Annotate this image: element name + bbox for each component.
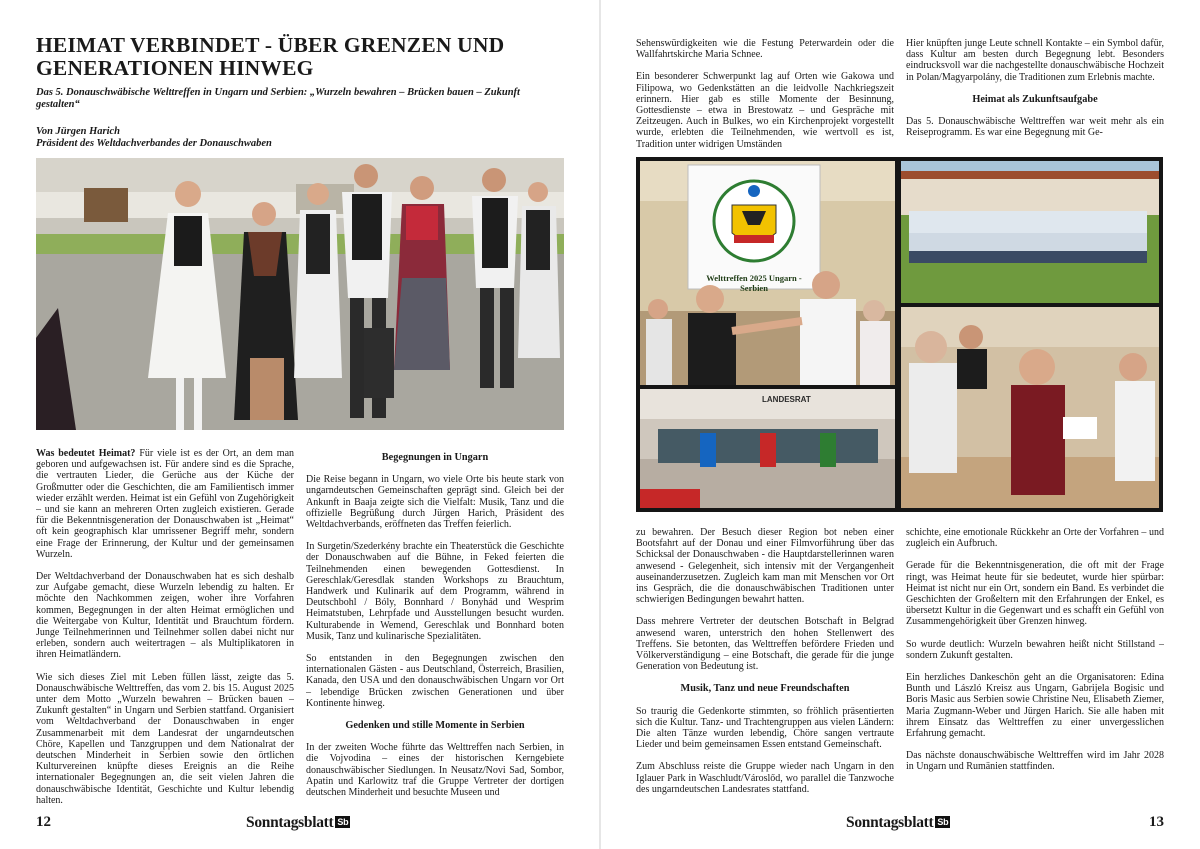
- article-subtitle: Das 5. Donauschwäbische Welttreffen in Ungarn und Serbien: „Wurzeln bewahren – Brücken bauen – Zukunft gestalten“: [36, 87, 520, 110]
- paragraph: Zum Abschluss reiste die Gruppe wieder nach Ungarn in den Iglauer Park in Waschludt/Városlőd, wo parallel die Tanzwoche des ungarndeutschen Landesrates stattfand.: [636, 761, 894, 795]
- group-photo-tracht: [36, 158, 564, 430]
- banner-text: Welttreffen 2025 Ungarn - Serbien: [706, 273, 802, 293]
- paragraph: Das nächste donauschwäbische Welttreffen wird im Jahr 2028 in Ungarn und Rumänien stattfinden.: [906, 750, 1164, 773]
- article-title: HEIMAT VERBINDET - ÜBER GRENZEN UND GENERATIONEN HINWEG: [36, 33, 505, 80]
- paragraph: So wurde deutlich: Wurzeln bewahren heißt nicht Stillstand – sondern Zukunft gestalten.: [906, 638, 1164, 661]
- masthead-logo: [246, 814, 350, 832]
- photo-group-lawn: [901, 161, 1159, 303]
- paragraph: Ein besonderer Schwerpunkt lag auf Orten wie Gakowa und Filipowa, wo Gedenkstätten an die leidvolle Nachkriegszeit erinnern. Hier gab es stille Momente der Besinnung, Gottesdienste – etwa in Brestowatz – und Gespräche mit Zeitzeugen. Auch in Bulkes, wo ein Kirchenprojekt vorgestellt wurde, erlebten die Teilnehmenden, wie wertvoll es ist, Tradition unter widrigen Umständen: [636, 71, 894, 150]
- paragraph: Gerade für die Bekenntnisgeneration, die oft mit der Frage ringt, was Heimat heute für sie bedeutet, wurde hier spürbar: Heimat ist nicht nur ein Ort, sondern ein Band. Es verbindet die Geschichten der Großeltern mit den Erfahrungen der Enkel, es übersetzt Kultur in die Gegenwart und es schafft ein Gefühl von Zusammengehörigkeit über Grenzen hinweg.: [906, 560, 1164, 628]
- paragraph: [36, 448, 294, 560]
- left-col-2: [306, 448, 564, 806]
- page-number: 12: [36, 814, 51, 830]
- right-col-2-top: [906, 38, 1164, 152]
- left-col-1: [36, 448, 294, 806]
- byline-role: Präsident des Weltdachverbandes der Donauschwaben: [36, 138, 272, 149]
- paragraph: So entstanden in den Begegnungen zwischen den internationalen Gästen - aus Deutschland, Österreich, Brasilien, Kanada, den USA und den donauschwäbischen Ungarn vor Ort – lebendige Brücken zwischen Generationen und über Kontinente hinweg.: [306, 653, 564, 709]
- paragraph: Hier knüpften junge Leute schnell Kontakte – ein Symbol dafür, dass Kultur am besten durch Begegnung lebt. Besonders eindrucksvoll war die nachgestellte donauschwäbische Hochzeit in Polan/Magyarpolány, die Traditionen zum Erlebnis machte.: [906, 38, 1164, 83]
- masthead-badge: Sb: [937, 817, 949, 827]
- paragraph: Sehenswürdigkeiten wie die Festung Peterwardein oder die Wallfahrtskirche Maria Schnee.: [636, 38, 894, 61]
- paragraph: Das 5. Donauschwäbische Welttreffen war weit mehr als ein Reiseprogramm. Es war eine Begegnung mit Ge-: [906, 116, 1164, 139]
- section-heading: Gedenken und stille Momente in Serbien: [345, 720, 525, 732]
- right-col-1-top: [636, 38, 894, 152]
- masthead-text: Sonntagsblatt: [246, 814, 334, 831]
- lead-question: Was bedeutet Heimat?: [36, 448, 136, 459]
- masthead-text: Sonntagsblatt: [846, 814, 934, 831]
- paragraph: zu bewahren. Der Besuch dieser Region bot neben einer Bootsfahrt auf der Donau und einer Filmvorführung über das Schicksal der Donauschwaben - die Hauptdarstellerinnen waren anwesend - Gelegenheit, sich intensiv mit der Vergangenheit auseinanderzusetzen. Zugleich kam man mit Menschen vor Ort ins Gespräch, die die donauschwäbischen Traditionen unter schwierigen Bedingungen bewahrt hatten.: [636, 527, 894, 606]
- byline-author: Von Jürgen Harich: [36, 126, 121, 137]
- masthead-badge: Sb: [337, 817, 349, 827]
- paragraph: Dass mehrere Vertreter der deutschen Botschaft in Belgrad anwesend waren, unterstrich den hohen Stellenwert des Treffens. Sie betonten, das Welttreffen befördere Frieden und Völkerverständigung – eine Botschaft, die gerade für die junge Generation von Bedeutung ist.: [636, 616, 894, 673]
- paragraph: Der Weltdachverband der Donauschwaben hat es sich deshalb zur Aufgabe gemacht, diese Wurzeln lebendig zu halten. Er möchte den Nachkommen zeigen, woher ihre Vorfahren kommen, Begegnungen in der alten Heimat ermöglichen und die Weitergabe von Kultur, Identität und Brauchtum fördern. Junge Teilnehmerinnen und Teilnehmer sollen dabei nicht nur erleben, sondern auch weitertragen – als Multiplikatoren in ihren Heimatländern.: [36, 571, 294, 661]
- byline: [36, 126, 556, 150]
- photo-hall-dance: [640, 389, 895, 508]
- paragraph-text: Für viele ist es der Ort, an dem man geboren und aufgewachsen ist. Für andere sind es die Sprache, die vertrauten Lieder, die Gerüche aus der Küche der Großmutter oder die Geschichten, die am Familientisch immer wieder erzählt werden. Heimat ist ein Gefühl von Zugehörigkeit – und sie kann an mehreren Orten zugleich existieren. Gerade für die Bekenntnisgeneration der Donauschwaben ist „Heimat“ oft kein geographisch klar umrissener Begriff mehr, sondern eine Frage der Erinnerung, der Kultur und der gemeinsamen Wurzeln.: [36, 448, 294, 560]
- paragraph: So traurig die Gedenkorte stimmten, so fröhlich präsentierten sich die Kultur. Tanz- und Trachtengruppen aus vielen Ländern: Die alten Tänze wurden lebendig, Chöre sangen vertraute Lieder und beim gemeinsamen Essen entstand Gemeinschaft.: [636, 705, 894, 751]
- section-heading: Heimat als Zukunftsaufgabe: [972, 93, 1098, 105]
- section-heading: Musik, Tanz und neue Freundschaften: [680, 683, 850, 695]
- masthead-logo: [846, 814, 950, 832]
- right-col-2-bottom: [906, 527, 1164, 809]
- photo-workshop: [901, 307, 1159, 508]
- paragraph: schichte, eine emotionale Rückkehr an Orte der Vorfahren – und zugleich ein Aufbruch.: [906, 527, 1164, 550]
- paragraph: In Surgetin/Szederkény brachte ein Theaterstück die Geschichte der Donauschwaben auf die Bühne, in Feked feierten die Teilnehmenden einen bewegenden Gottesdienst. In Gereschlak/Geresdlak standen Workshops zu Brauchtum, Handwerk und Kulinarik auf dem Programm, während in Deutschbohl / Bóly, Bonnhard / Bonyhád und Wesprim Heimatstuben, Lehrpfade und Ausstellungen besucht wurden. Kulturabende in Wemend, Gereschlak und Bonnhard boten Musik, Tanz und kulinarische Spezialitäten.: [306, 541, 564, 642]
- photo-collage: [636, 157, 1163, 512]
- page-number: 13: [1149, 814, 1164, 830]
- paragraph: Ein herzliches Dankeschön geht an die Organisatoren: Edina Bunth und László Kreisz aus Ungarn, Gabrijela Bogisic und Boris Masic aus Serbien sowie Christine Neu, Elisabeth Ziemer, Maria Zugmann-Weber und Jürgen Harich. Sie alle haben mit ihrem Einsatz das Welttreffen zu einer unvergesslichen Erfahrung gemacht.: [906, 672, 1164, 740]
- right-col-1-bottom: [636, 527, 894, 809]
- photo-banner-handshake: [640, 161, 895, 385]
- hall-banner-text: LANDESRAT: [762, 395, 811, 404]
- paragraph: Wie sich dieses Ziel mit Leben füllen lässt, zeigte das 5. Donauschwäbische Welttreffen, das vom 2. bis 15. August 2025 unter dem Motto „Wurzeln bewahren – Brücken bauen – Zukunft gestalten“ in Ungarn und Serbien stattfand. Organisiert vom Weltdachverband der Donauschwaben in enger Zusammenarbeit mit dem Landesrat der ungarndeutschen Chöre, Kapellen und Tanzgruppen und dem Nationalrat der deutschen Minderheit in Serbien sowie den örtlichen Kulturvereinen knüpfte dieses Ereignis an die Reihe internationaler Begegnungen an, die seit vielen Jahren die donauschwäbische Identität, Geschichte und Kultur lebendig halten.: [36, 671, 294, 806]
- section-heading: Begegnungen in Ungarn: [381, 452, 489, 463]
- paragraph: In der zweiten Woche führte das Welttreffen nach Serbien, in die Vojvodina – eines der historischen Kerngebiete donauschwäbischer Siedlungen. In Neusatz/Novi Sad, Sombor, Apatin und Karlowitz traf die Gruppe Vertreter der dortigen deutschen Minderheit und besuchte Museen und: [306, 742, 564, 799]
- paragraph: Die Reise begann in Ungarn, wo viele Orte bis heute stark von ungarndeutschen Gemeinschaften geprägt sind. Gleich bei der Ankunft in Baaja zeigte sich die Vielfalt: Musik, Tanz und die offizielle Begrüßung durch Jürgen Harich, Präsident des Weltdachverbands, eröffneten das Treffen feierlich.: [306, 474, 564, 531]
